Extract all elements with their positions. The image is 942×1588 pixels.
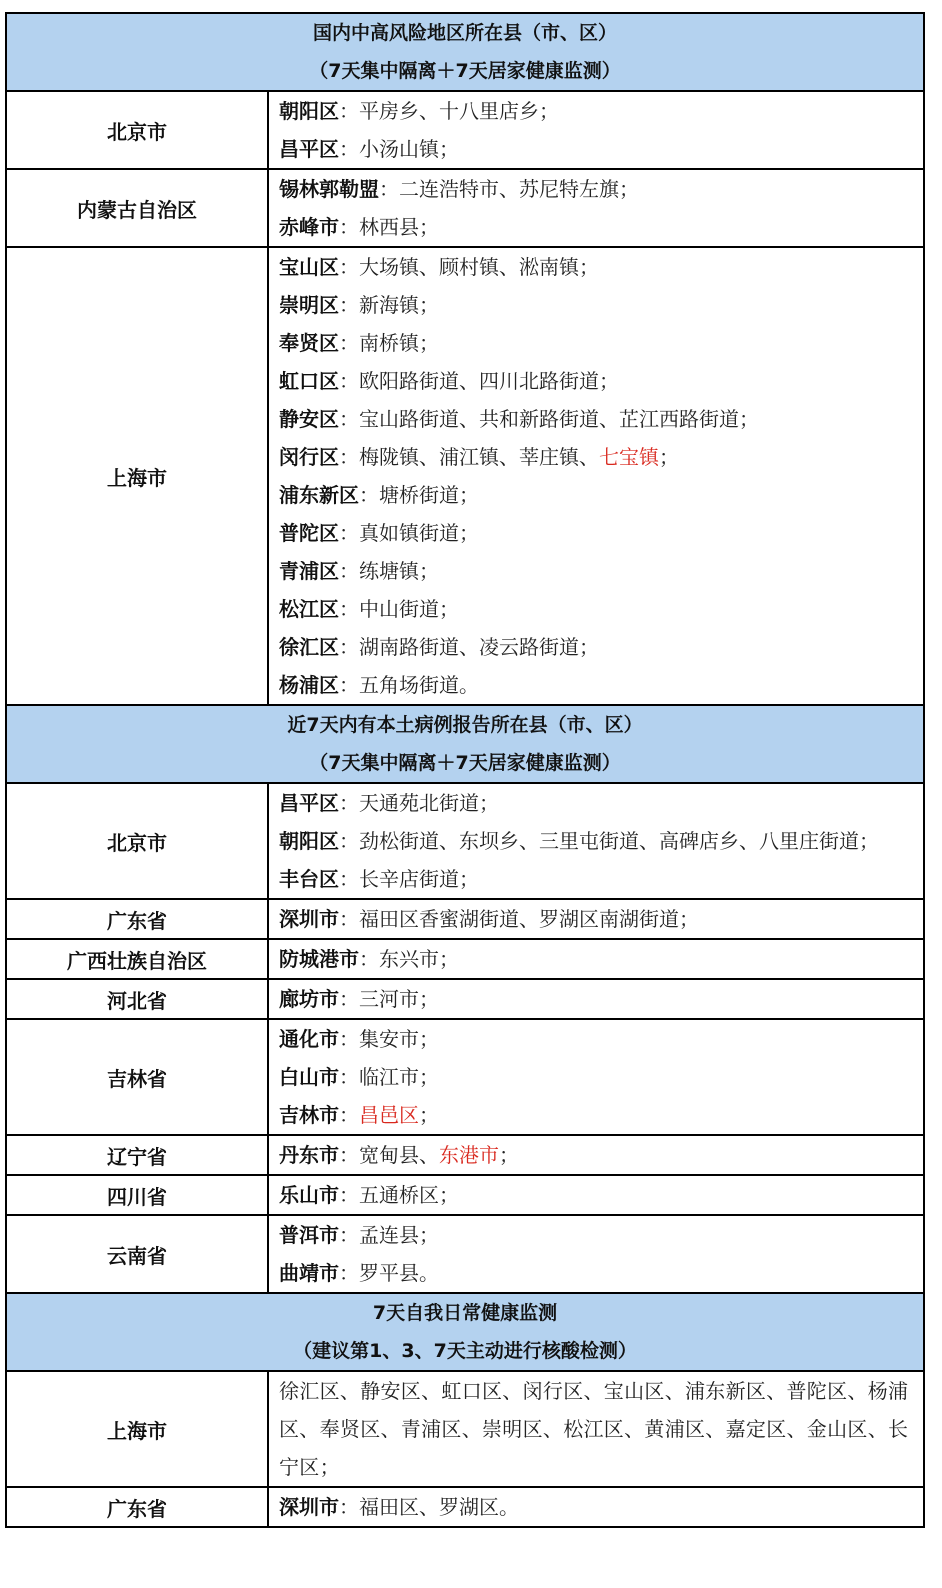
area-line: 白山市：临江市； — [279, 1065, 439, 1089]
highlighted-area: 东港市 — [439, 1143, 499, 1167]
district-label: 乐山市 — [279, 1183, 339, 1207]
province-cell: 辽宁省 — [6, 1135, 268, 1175]
table-row — [6, 1371, 924, 1487]
area-line: 乐山市：五通桥区； — [279, 1183, 459, 1207]
table-row — [6, 1487, 924, 1527]
province-cell: 北京市 — [6, 783, 268, 899]
area-line: 曲靖市：罗平县。 — [279, 1261, 439, 1285]
table-row — [6, 169, 924, 247]
district-label: 朝阳区 — [279, 99, 339, 123]
district-areas: 长辛店街道； — [359, 867, 479, 891]
province-cell: 河北省 — [6, 979, 268, 1019]
table-row — [6, 91, 924, 169]
area-line: 宝山区：大场镇、顾村镇、淞南镇； — [279, 255, 599, 279]
area-line: 普洱市：孟连县； — [279, 1223, 439, 1247]
table-row — [6, 1215, 924, 1293]
district-label: 昌平区 — [279, 137, 339, 161]
table-row — [6, 939, 924, 979]
district-areas: 欧阳路街道、四川北路街道； — [359, 369, 619, 393]
district-label: 杨浦区 — [279, 673, 339, 697]
district-areas: 真如镇街道； — [359, 521, 479, 545]
area-list — [268, 783, 924, 899]
district-areas: 塘桥街道； — [379, 483, 479, 507]
table-row — [6, 979, 924, 1019]
province-cell: 上海市 — [6, 247, 268, 705]
district-label: 曲靖市 — [279, 1261, 339, 1285]
district-areas: 天通苑北街道； — [359, 791, 499, 815]
province-cell: 上海市 — [6, 1371, 268, 1487]
district-label: 崇明区 — [279, 293, 339, 317]
section-title: 国内中高风险地区所在县（市、区） — [313, 22, 618, 44]
district-label: 通化市 — [279, 1027, 339, 1051]
section-header — [6, 705, 924, 783]
province-cell: 吉林省 — [6, 1019, 268, 1135]
area-line: 杨浦区：五角场街道。 — [279, 673, 479, 697]
area-list — [268, 1175, 924, 1215]
district-label: 白山市 — [279, 1065, 339, 1089]
area-list — [268, 91, 924, 169]
table-row — [6, 899, 924, 939]
area-line: 青浦区：练塘镇； — [279, 559, 439, 583]
province-cell: 广东省 — [6, 899, 268, 939]
area-list — [268, 247, 924, 705]
area-line: 普陀区：真如镇街道； — [279, 521, 479, 545]
table-row — [6, 247, 924, 705]
district-areas-tail: ； — [659, 445, 679, 469]
district-areas: 梅陇镇、浦江镇、莘庄镇、 — [359, 445, 599, 469]
province-cell: 广西壮族自治区 — [6, 939, 268, 979]
area-line: 闵行区：梅陇镇、浦江镇、莘庄镇、七宝镇； — [279, 445, 679, 469]
area-line: 深圳市：福田区香蜜湖街道、罗湖区南湖街道； — [279, 907, 699, 931]
district-label: 防城港市 — [279, 947, 359, 971]
district-label: 锡林郭勒盟 — [279, 177, 379, 201]
province-cell: 广东省 — [6, 1487, 268, 1527]
section-title: 7天自我日常健康监测 — [372, 1302, 558, 1324]
district-areas: 小汤山镇； — [359, 137, 459, 161]
area-line: 朝阳区：平房乡、十八里店乡； — [279, 99, 559, 123]
area-list — [268, 1019, 924, 1135]
district-areas: 林西县； — [359, 215, 439, 239]
area-line: 虹口区：欧阳路街道、四川北路街道； — [279, 369, 619, 393]
area-list — [268, 939, 924, 979]
area-line: 丰台区：长辛店街道； — [279, 867, 479, 891]
area-list — [268, 169, 924, 247]
section-subtitle: （建议第1、3、7天主动进行核酸检测） — [293, 1340, 637, 1362]
district-areas: 三河市； — [359, 987, 439, 1011]
area-paragraph: 徐汇区、静安区、虹口区、闵行区、宝山区、浦东新区、普陀区、杨浦区、奉贤区、青浦区、崇明区、松江区、黄浦区、嘉定区、金山区、长宁区； — [268, 1371, 924, 1487]
area-list — [268, 1215, 924, 1293]
district-areas: 罗平县。 — [359, 1261, 439, 1285]
area-line: 静安区：宝山路街道、共和新路街道、芷江西路街道； — [279, 407, 759, 431]
area-line: 赤峰市：林西县； — [279, 215, 439, 239]
section-header — [6, 13, 924, 91]
district-areas: 练塘镇； — [359, 559, 439, 583]
table-row — [6, 1135, 924, 1175]
district-areas: 集安市； — [359, 1027, 439, 1051]
risk-area-table — [5, 12, 925, 1528]
district-label: 朝阳区 — [279, 829, 339, 853]
section-header — [6, 1293, 924, 1371]
district-label: 丰台区 — [279, 867, 339, 891]
province-cell: 四川省 — [6, 1175, 268, 1215]
area-line: 朝阳区：劲松街道、东坝乡、三里屯街道、高碑店乡、八里庄街道； — [279, 829, 879, 853]
district-areas: 宽甸县、 — [359, 1143, 439, 1167]
section-title: 近7天内有本土病例报告所在县（市、区） — [287, 714, 643, 736]
district-label: 赤峰市 — [279, 215, 339, 239]
district-label: 吉林市 — [279, 1103, 339, 1127]
province-cell: 云南省 — [6, 1215, 268, 1293]
district-label: 青浦区 — [279, 559, 339, 583]
district-label: 浦东新区 — [279, 483, 359, 507]
district-areas: 平房乡、十八里店乡； — [359, 99, 559, 123]
area-line: 崇明区：新海镇； — [279, 293, 439, 317]
highlighted-area: 昌邑区 — [359, 1103, 419, 1127]
district-areas-tail: ； — [499, 1143, 519, 1167]
district-areas: 五通桥区； — [359, 1183, 459, 1207]
district-areas: 新海镇； — [359, 293, 439, 317]
area-list — [268, 1135, 924, 1175]
district-label: 廊坊市 — [279, 987, 339, 1011]
area-list — [268, 1487, 924, 1527]
province-cell: 北京市 — [6, 91, 268, 169]
table-row — [6, 783, 924, 899]
district-areas: 临江市； — [359, 1065, 439, 1089]
district-label: 虹口区 — [279, 369, 339, 393]
area-line: 昌平区：小汤山镇； — [279, 137, 459, 161]
district-label: 昌平区 — [279, 791, 339, 815]
district-label: 宝山区 — [279, 255, 339, 279]
area-line: 廊坊市：三河市； — [279, 987, 439, 1011]
area-line: 通化市：集安市； — [279, 1027, 439, 1051]
area-line: 昌平区：天通苑北街道； — [279, 791, 499, 815]
area-line: 防城港市：东兴市； — [279, 947, 459, 971]
area-line: 徐汇区：湖南路街道、凌云路街道； — [279, 635, 599, 659]
area-list — [268, 899, 924, 939]
area-line: 丹东市：宽甸县、东港市； — [279, 1143, 519, 1167]
table-row — [6, 1175, 924, 1215]
area-list — [268, 979, 924, 1019]
area-line: 浦东新区：塘桥街道； — [279, 483, 479, 507]
area-line: 奉贤区：南桥镇； — [279, 331, 439, 355]
district-areas: 福田区香蜜湖街道、罗湖区南湖街道； — [359, 907, 699, 931]
district-areas: 孟连县； — [359, 1223, 439, 1247]
district-label: 闵行区 — [279, 445, 339, 469]
district-areas: 五角场街道。 — [359, 673, 479, 697]
district-label: 静安区 — [279, 407, 339, 431]
area-line: 吉林市：昌邑区； — [279, 1103, 439, 1127]
table-row — [6, 1019, 924, 1135]
district-areas: 二连浩特市、苏尼特左旗； — [399, 177, 639, 201]
district-label: 普陀区 — [279, 521, 339, 545]
district-label: 奉贤区 — [279, 331, 339, 355]
area-line: 松江区：中山街道； — [279, 597, 459, 621]
province-cell: 内蒙古自治区 — [6, 169, 268, 247]
highlighted-area: 七宝镇 — [599, 445, 659, 469]
district-areas: 湖南路街道、凌云路街道； — [359, 635, 599, 659]
district-areas: 中山街道； — [359, 597, 459, 621]
district-label: 丹东市 — [279, 1143, 339, 1167]
district-areas: 东兴市； — [379, 947, 459, 971]
district-areas-tail: ； — [419, 1103, 439, 1127]
district-label: 普洱市 — [279, 1223, 339, 1247]
district-areas: 南桥镇； — [359, 331, 439, 355]
district-label: 徐汇区 — [279, 635, 339, 659]
district-label: 松江区 — [279, 597, 339, 621]
district-areas: 劲松街道、东坝乡、三里屯街道、高碑店乡、八里庄街道； — [359, 829, 879, 853]
section-subtitle: （7天集中隔离＋7天居家健康监测） — [309, 752, 621, 774]
district-label: 深圳市 — [279, 907, 339, 931]
area-line: 锡林郭勒盟：二连浩特市、苏尼特左旗； — [279, 177, 639, 201]
section-subtitle: （7天集中隔离＋7天居家健康监测） — [309, 60, 621, 82]
area-line: 深圳市：福田区、罗湖区。 — [279, 1495, 519, 1519]
district-areas: 大场镇、顾村镇、淞南镇； — [359, 255, 599, 279]
district-label: 深圳市 — [279, 1495, 339, 1519]
district-areas: 福田区、罗湖区。 — [359, 1495, 519, 1519]
district-areas: 宝山路街道、共和新路街道、芷江西路街道； — [359, 407, 759, 431]
